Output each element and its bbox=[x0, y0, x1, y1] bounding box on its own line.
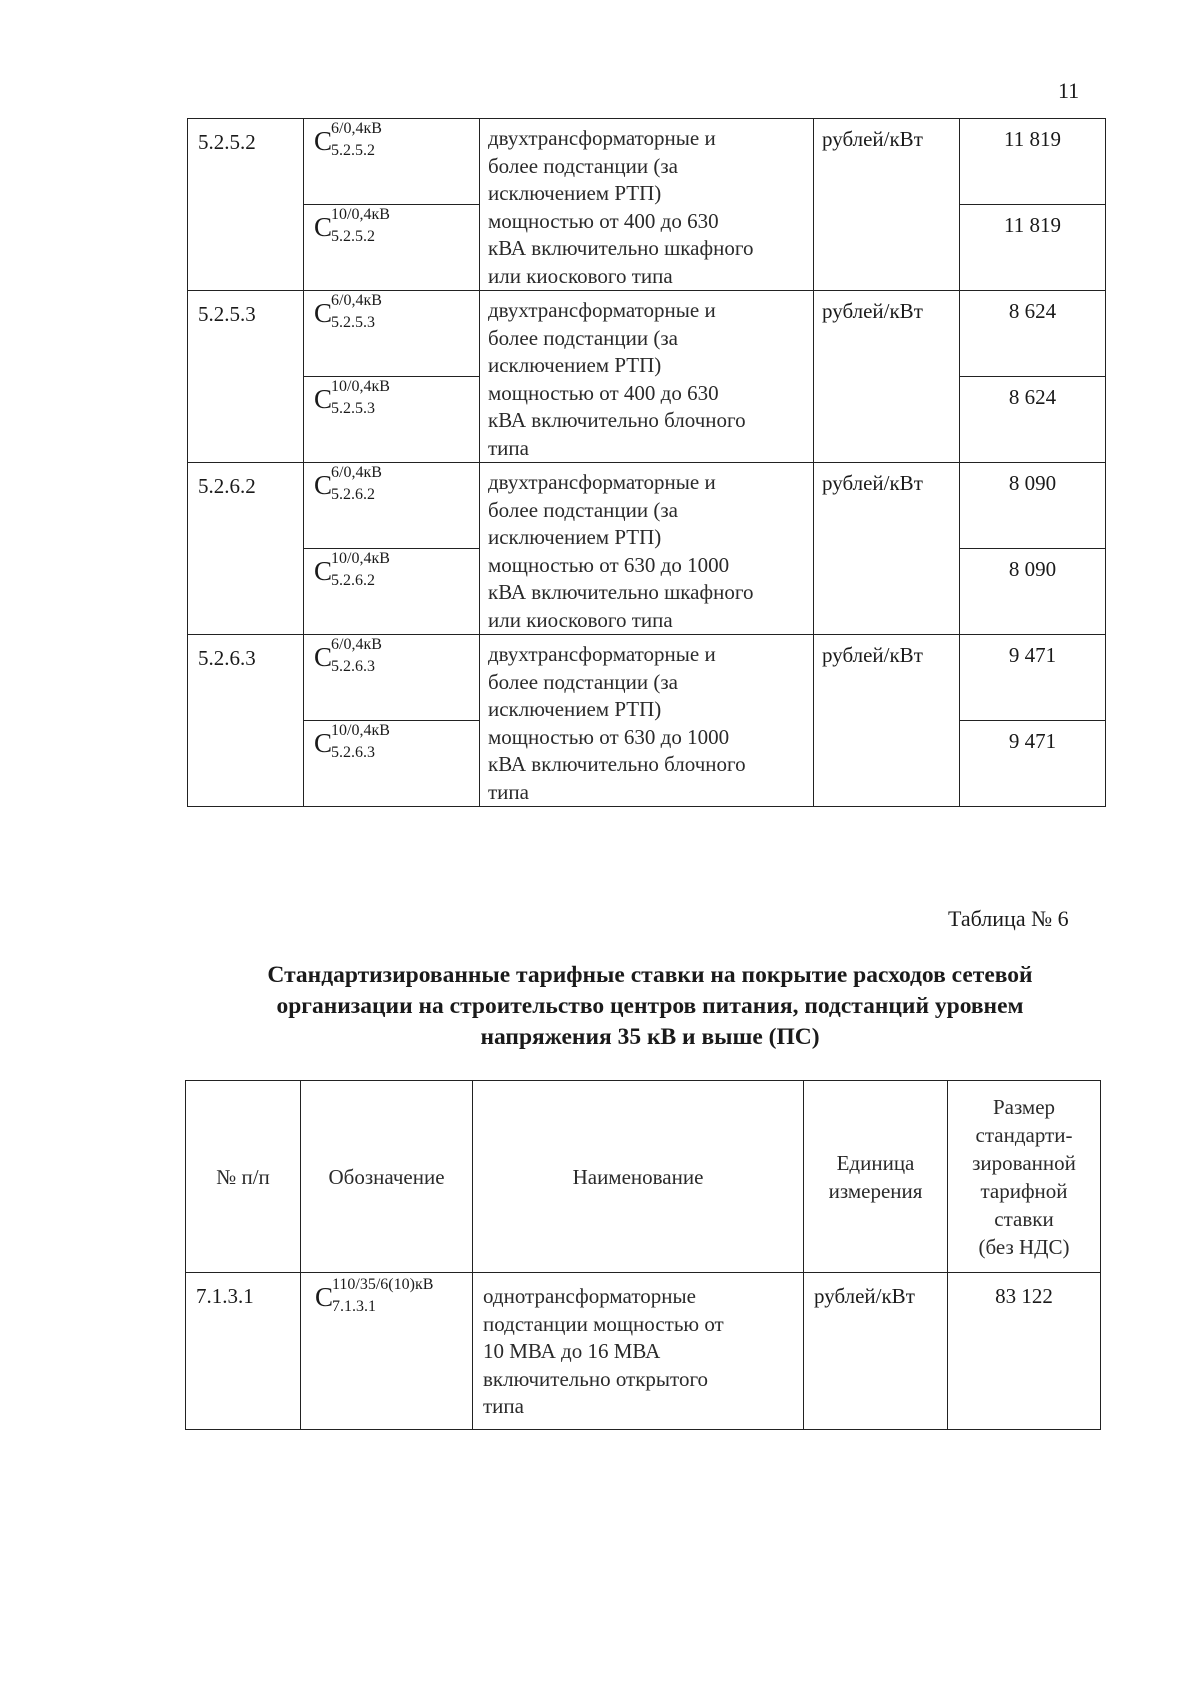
row-name-line: двухтрансформаторные и bbox=[488, 298, 716, 322]
row-name bbox=[480, 463, 814, 635]
symbol-base: C bbox=[314, 642, 333, 672]
row-name-line: двухтрансформаторные и bbox=[488, 470, 716, 494]
substation-tariff-table bbox=[185, 1080, 1101, 1430]
row-name-line: более подстанции (за bbox=[488, 153, 678, 178]
heading-line: напряжения 35 кВ и выше (ПС) bbox=[480, 1024, 820, 1050]
header-size-line: (без НДС) bbox=[978, 1234, 1070, 1259]
tariff-table-body bbox=[188, 119, 1106, 807]
row-name-line: типа bbox=[488, 435, 529, 460]
row-value: 11 819 bbox=[960, 119, 1106, 205]
symbol-superscript: 110/35/6(10)кВ bbox=[332, 1276, 434, 1293]
row-code bbox=[304, 205, 480, 291]
symbol-subscript: 5.2.6.3 bbox=[331, 744, 375, 761]
row-name-line: более подстанции (за bbox=[488, 325, 678, 350]
row-code bbox=[304, 721, 480, 807]
symbol-base: C bbox=[314, 298, 333, 328]
symbol-base: C bbox=[314, 384, 333, 414]
row-number: 5.2.6.3 bbox=[188, 635, 304, 807]
row-name-line: 10 МВА до 16 МВА bbox=[483, 1339, 661, 1363]
row-unit: рублей/кВт bbox=[814, 291, 960, 463]
tariff-symbol bbox=[314, 292, 454, 333]
tariff-symbol bbox=[314, 206, 454, 247]
heading-line: организации на строительство центров питания, подстанций уровнем bbox=[276, 993, 1024, 1019]
tariff-symbol bbox=[314, 550, 454, 591]
row-name-line: исключением РТП) bbox=[488, 353, 662, 377]
row-name-line: более подстанции (за bbox=[488, 669, 678, 694]
header-size-line: стандарти- bbox=[975, 1122, 1073, 1147]
symbol-subscript: 5.2.6.2 bbox=[331, 572, 375, 589]
row-name-line: или киоскового типа bbox=[488, 607, 673, 632]
table-label: Таблица № 6 bbox=[948, 906, 1069, 931]
header-size-line: ставки bbox=[994, 1206, 1054, 1231]
symbol-subscript: 5.2.6.2 bbox=[331, 486, 375, 503]
symbol-base: C bbox=[314, 126, 333, 156]
row-name-line: типа bbox=[488, 779, 529, 804]
row-number: 5.2.5.2 bbox=[188, 119, 304, 291]
symbol-superscript: 6/0,4кВ bbox=[331, 636, 382, 653]
row-unit: рублей/кВт bbox=[804, 1273, 948, 1430]
table-row bbox=[188, 119, 1106, 205]
row-value: 9 471 bbox=[960, 721, 1106, 807]
row-value: 83 122 bbox=[948, 1273, 1101, 1430]
header-name: Наименование bbox=[473, 1081, 804, 1273]
header-unit-line: измерения bbox=[828, 1178, 923, 1203]
symbol-base: C bbox=[314, 212, 333, 242]
row-name bbox=[480, 635, 814, 807]
tariff-symbol bbox=[315, 1276, 455, 1317]
symbol-superscript: 10/0,4кВ bbox=[331, 378, 390, 395]
row-name-line: более подстанции (за bbox=[488, 497, 678, 522]
symbol-base: C bbox=[315, 1282, 334, 1312]
tariff-table-continued bbox=[187, 118, 1106, 807]
symbol-superscript: 10/0,4кВ bbox=[331, 722, 390, 739]
tariff-symbol bbox=[314, 378, 454, 419]
header-num: № п/п bbox=[186, 1081, 301, 1273]
row-name-line: однотрансформаторные bbox=[483, 1284, 696, 1308]
symbol-base: C bbox=[314, 728, 333, 758]
row-code bbox=[304, 119, 480, 205]
row-code bbox=[304, 377, 480, 463]
header-unit bbox=[804, 1081, 948, 1273]
row-code bbox=[304, 549, 480, 635]
header-size-line: тарифной bbox=[980, 1178, 1068, 1203]
symbol-superscript: 6/0,4кВ bbox=[331, 464, 382, 481]
symbol-superscript: 6/0,4кВ bbox=[331, 292, 382, 309]
row-value: 11 819 bbox=[960, 205, 1106, 291]
row-name-line: типа bbox=[483, 1394, 524, 1418]
row-value: 8 090 bbox=[960, 549, 1106, 635]
row-value: 8 090 bbox=[960, 463, 1106, 549]
heading-line: Стандартизированные тарифные ставки на покрытие расходов сетевой bbox=[267, 962, 1033, 988]
row-value: 9 471 bbox=[960, 635, 1106, 721]
row-number: 5.2.6.2 bbox=[188, 463, 304, 635]
row-unit: рублей/кВт bbox=[814, 635, 960, 807]
tariff-symbol bbox=[314, 464, 454, 505]
header-unit-line: Единица bbox=[836, 1150, 915, 1175]
table-row bbox=[186, 1273, 1101, 1430]
row-code bbox=[304, 463, 480, 549]
row-name-line: мощностью от 630 до 1000 bbox=[488, 724, 730, 749]
row-name-line: включительно открытого bbox=[483, 1366, 709, 1391]
row-name-line: двухтрансформаторные и bbox=[488, 126, 716, 150]
row-name-line: кВА включительно блочного bbox=[488, 408, 746, 432]
row-name bbox=[480, 291, 814, 463]
row-code bbox=[304, 635, 480, 721]
row-value: 8 624 bbox=[960, 291, 1106, 377]
symbol-base: C bbox=[314, 470, 333, 500]
row-name-line: или киоскового типа bbox=[488, 263, 673, 288]
header-size-line: Размер bbox=[992, 1094, 1056, 1119]
symbol-superscript: 10/0,4кВ bbox=[331, 550, 390, 567]
symbol-superscript: 6/0,4кВ bbox=[331, 120, 382, 137]
symbol-superscript: 10/0,4кВ bbox=[331, 206, 390, 223]
row-name-line: мощностью от 630 до 1000 bbox=[488, 552, 730, 577]
symbol-subscript: 5.2.5.3 bbox=[331, 400, 375, 417]
header-code: Обозначение bbox=[301, 1081, 473, 1273]
tariff-symbol bbox=[314, 636, 454, 677]
tariff-symbol bbox=[314, 722, 454, 763]
row-name-line: кВА включительно блочного bbox=[488, 752, 746, 776]
table-row bbox=[188, 463, 1106, 549]
symbol-subscript: 5.2.6.3 bbox=[331, 658, 375, 675]
row-number: 7.1.3.1 bbox=[186, 1273, 301, 1430]
tariff-symbol bbox=[314, 120, 454, 161]
symbol-subscript: 7.1.3.1 bbox=[332, 1298, 376, 1315]
table-row bbox=[188, 291, 1106, 377]
row-name-line: исключением РТП) bbox=[488, 525, 662, 549]
table-heading bbox=[190, 960, 1110, 1053]
symbol-subscript: 5.2.5.2 bbox=[331, 228, 375, 245]
row-name-line: кВА включительно шкафного bbox=[488, 580, 754, 604]
row-name-line: кВА включительно шкафного bbox=[488, 236, 754, 260]
symbol-base: C bbox=[314, 556, 333, 586]
symbol-subscript: 5.2.5.2 bbox=[331, 142, 375, 159]
row-name-line: мощностью от 400 до 630 bbox=[488, 208, 719, 233]
row-code bbox=[301, 1273, 473, 1430]
row-unit: рублей/кВт bbox=[814, 119, 960, 291]
table-header-row bbox=[186, 1081, 1101, 1273]
row-name-line: мощностью от 400 до 630 bbox=[488, 380, 719, 405]
row-code bbox=[304, 291, 480, 377]
table-row bbox=[188, 635, 1106, 721]
row-name bbox=[473, 1273, 804, 1430]
row-name-line: исключением РТП) bbox=[488, 181, 662, 205]
row-name-line: подстанции мощностью от bbox=[483, 1311, 724, 1336]
page-number: 11 bbox=[1058, 78, 1080, 103]
row-name-line: исключением РТП) bbox=[488, 697, 662, 721]
row-value: 8 624 bbox=[960, 377, 1106, 463]
row-number: 5.2.5.3 bbox=[188, 291, 304, 463]
symbol-subscript: 5.2.5.3 bbox=[331, 314, 375, 331]
row-name-line: двухтрансформаторные и bbox=[488, 642, 716, 666]
row-name bbox=[480, 119, 814, 291]
row-unit: рублей/кВт bbox=[814, 463, 960, 635]
header-size bbox=[948, 1081, 1101, 1273]
header-size-line: зированной bbox=[972, 1150, 1076, 1175]
